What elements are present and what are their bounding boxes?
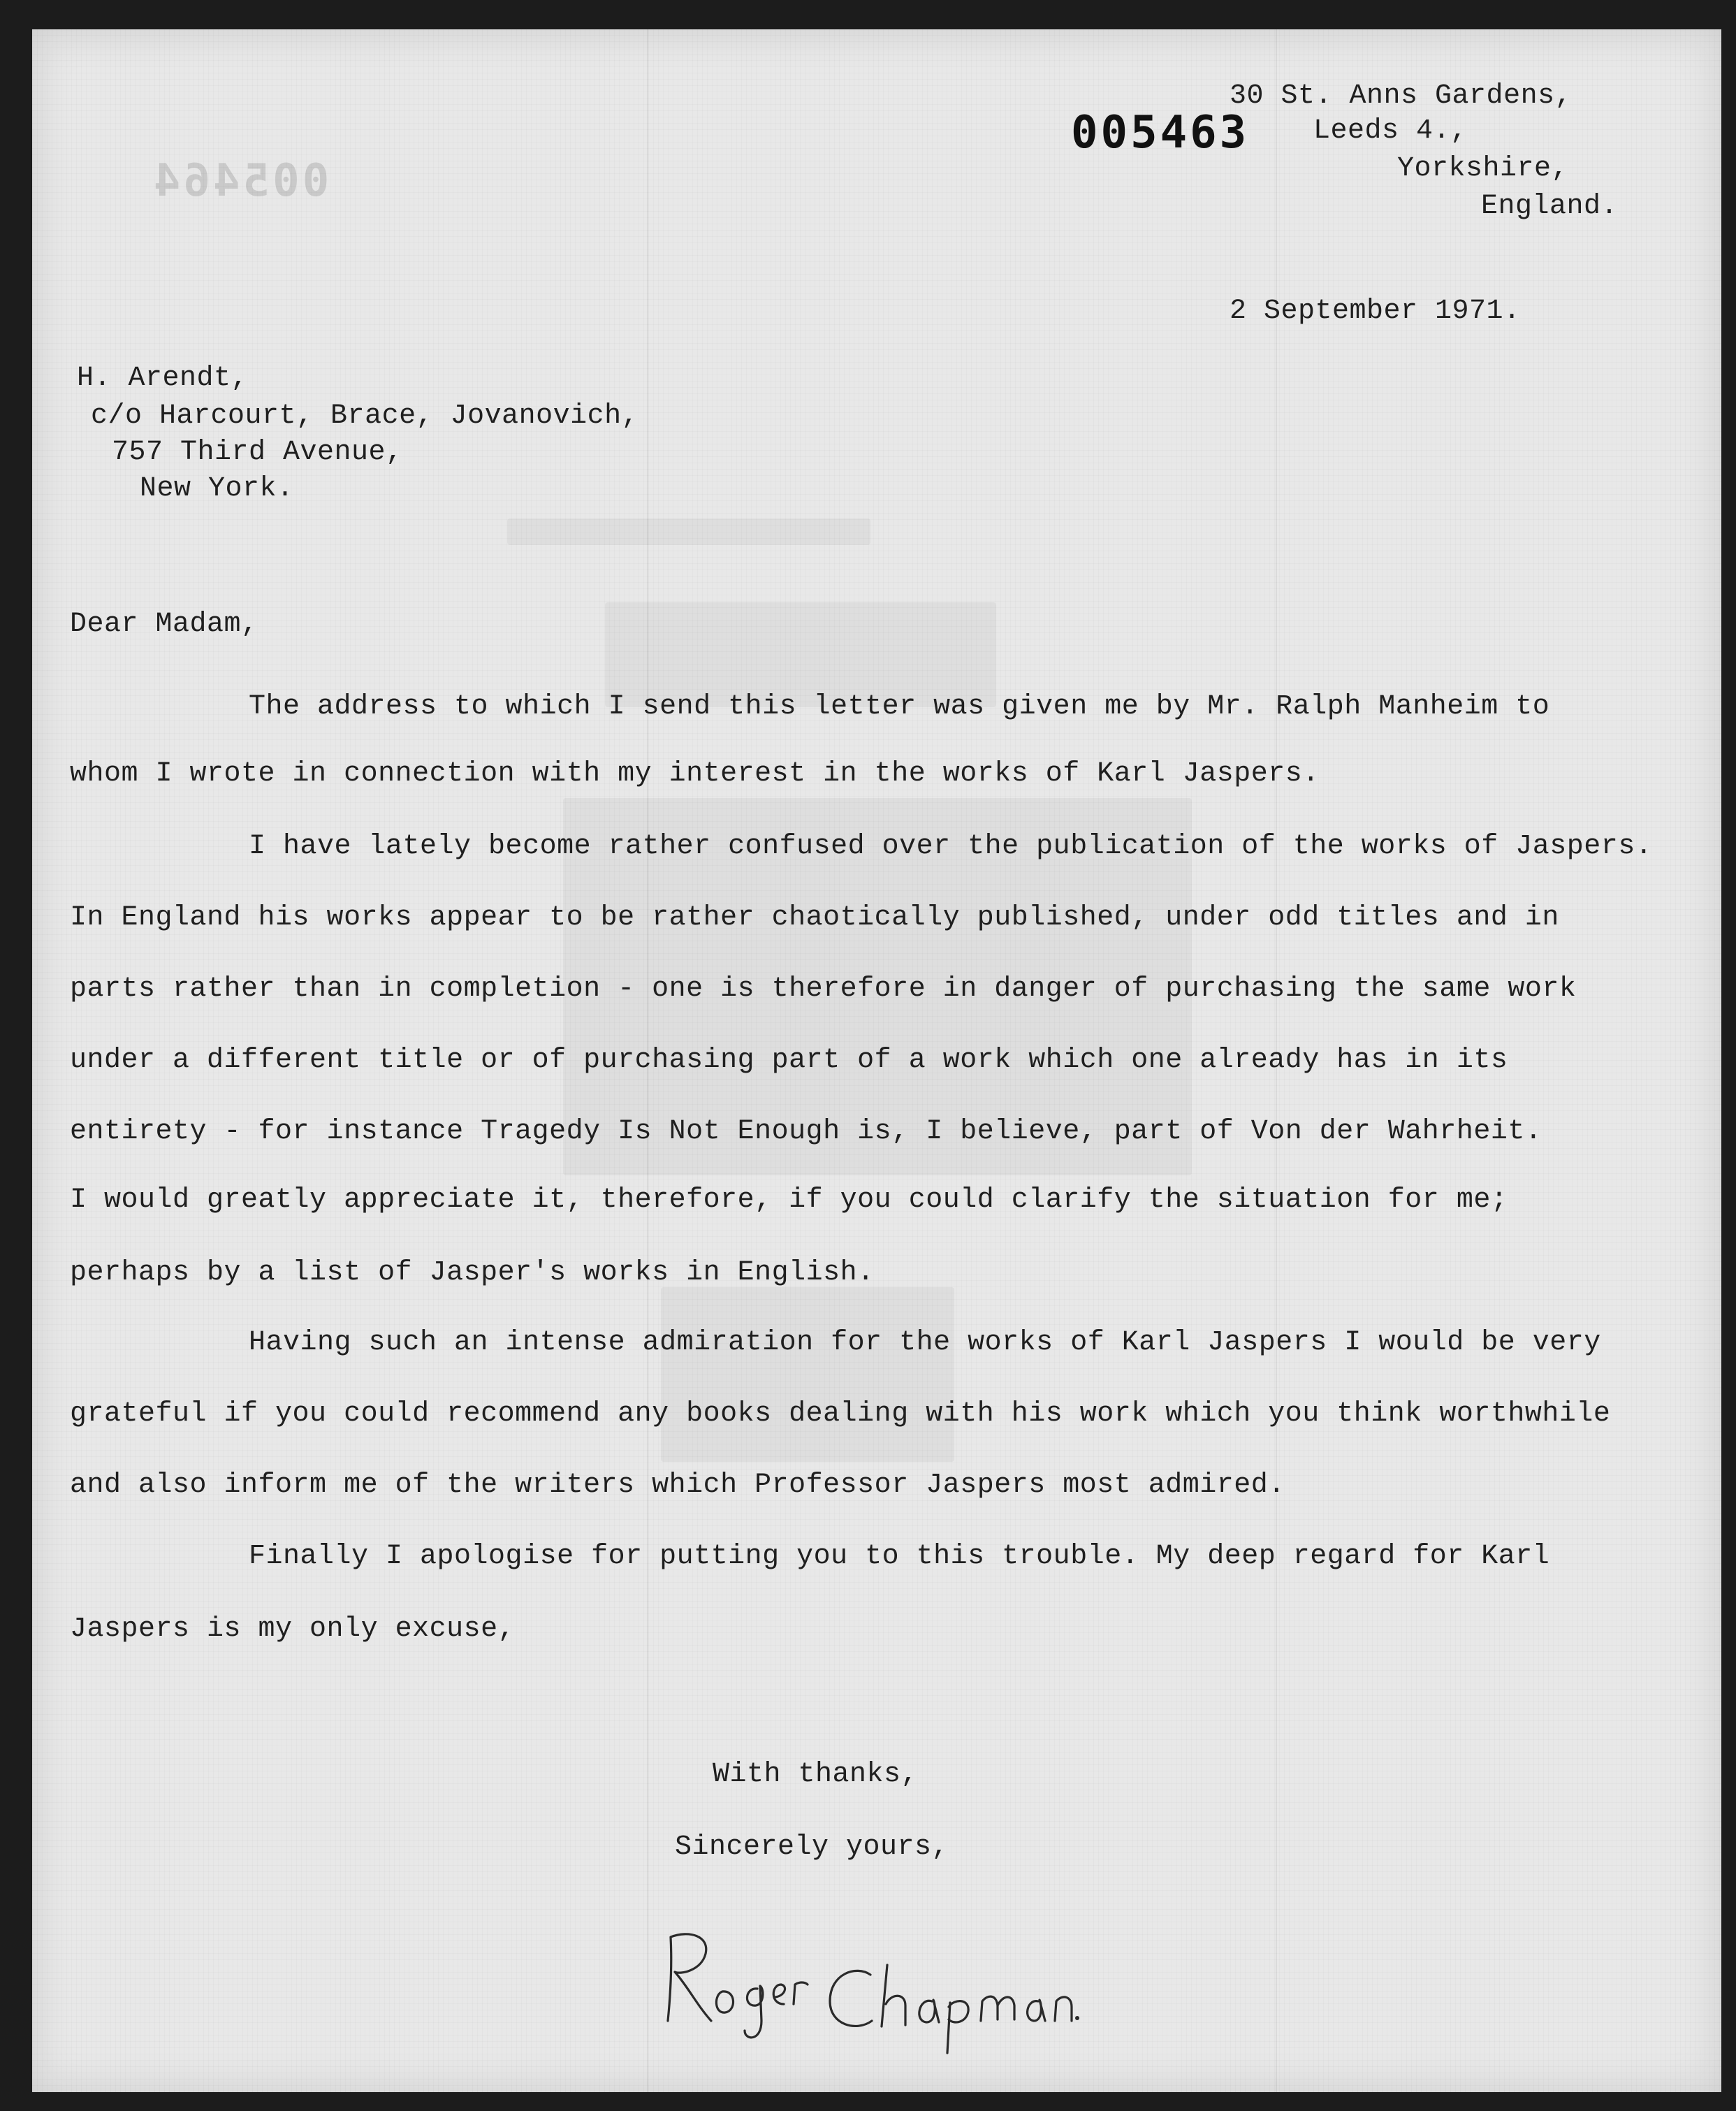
body-line: Jaspers is my only excuse, [70, 1613, 516, 1645]
sender-address-line: Yorkshire, [1397, 153, 1569, 184]
letter-date: 2 September 1971. [1230, 296, 1521, 327]
ghost-text [507, 518, 870, 545]
body-line: The address to which I send this letter was given me by Mr. Ralph Manheim to [249, 691, 1550, 723]
archive-stamp-number: 005463 [1071, 107, 1250, 159]
ghost-stamp-number: 005464 [151, 155, 330, 207]
sender-address-line: England. [1481, 191, 1619, 222]
closing-line: Sincerely yours, [675, 1831, 949, 1863]
body-line: In England his works appear to be rather chaotically published, under odd titles and in [70, 902, 1559, 934]
recipient-line: H. Arendt, [77, 363, 249, 394]
handwritten-signature [647, 1916, 1080, 2056]
body-line: Finally I apologise for putting you to this trouble. My deep regard for Karl [249, 1541, 1550, 1572]
body-line: parts rather than in completion - one is therefore in danger of purchasing the same work [70, 973, 1577, 1005]
recipient-line: 757 Third Avenue, [112, 437, 403, 468]
body-line: whom I wrote in connection with my interest in the works of Karl Jaspers. [70, 758, 1320, 790]
body-line: I would greatly appreciate it, therefore, if you could clarify the situation for me; [70, 1184, 1508, 1216]
recipient-line: New York. [140, 473, 294, 505]
body-line: grateful if you could recommend any books dealing with his work which you think worthwhile [70, 1398, 1611, 1430]
sender-address-line: Leeds 4., [1313, 115, 1468, 147]
body-line: Having such an intense admiration for the works of Karl Jaspers I would be very [249, 1327, 1601, 1358]
body-line: perhaps by a list of Jasper's works in English. [70, 1257, 875, 1289]
body-line: and also inform me of the writers which Professor Jaspers most admired. [70, 1470, 1285, 1501]
body-line: under a different title or of purchasing part of a work which one already has in its [70, 1045, 1508, 1076]
ghost-text [661, 1287, 954, 1462]
recipient-line: c/o Harcourt, Brace, Jovanovich, [91, 400, 639, 432]
body-line: I have lately become rather confused over the publication of the works of Jaspers. [249, 831, 1653, 862]
closing-line: With thanks, [713, 1759, 919, 1790]
body-line: entirety - for instance Tragedy Is Not Enough is, I believe, part of Von der Wahrheit. [70, 1116, 1542, 1147]
letter-page [32, 29, 1721, 2092]
sender-address-line: 30 St. Anns Gardens, [1230, 80, 1573, 112]
salutation: Dear Madam, [70, 609, 258, 640]
